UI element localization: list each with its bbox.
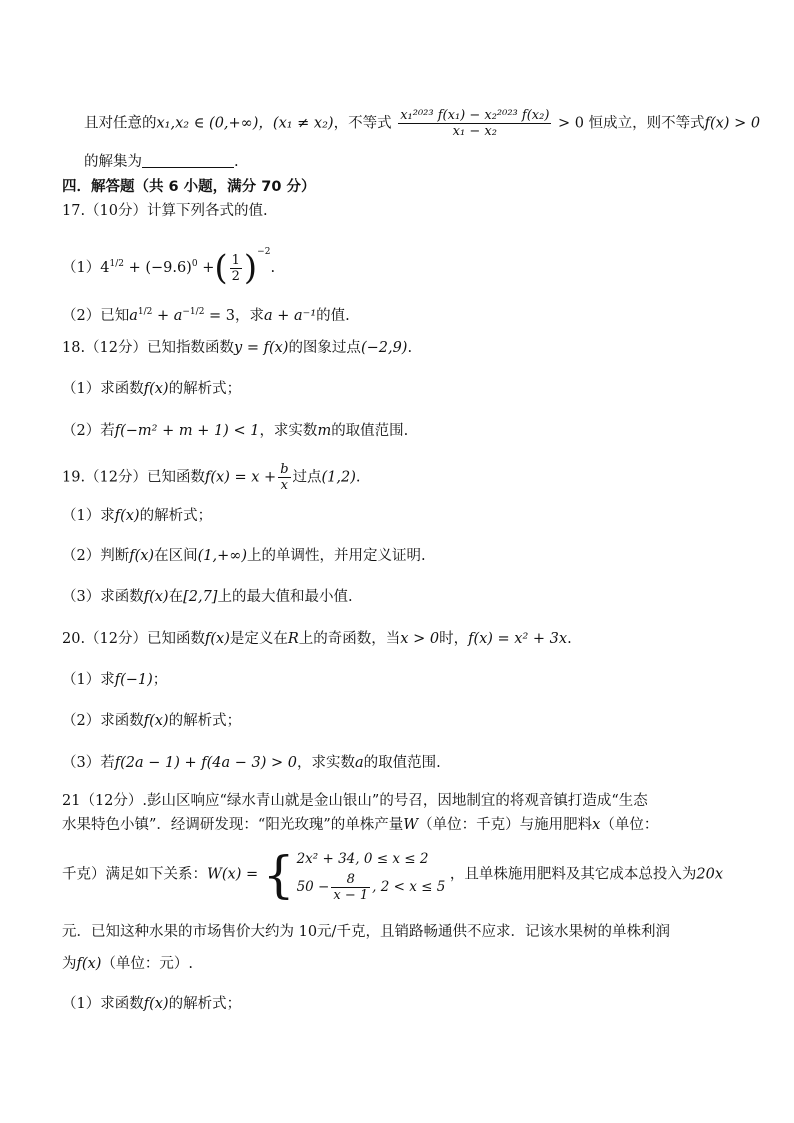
q20-part1 (62, 670, 167, 690)
q21-case2-den: x − 1 (333, 888, 369, 903)
q18-stem (62, 338, 412, 358)
q16-condition-line (84, 108, 760, 139)
q17-p1-end: . (270, 260, 276, 276)
q18-p2-pre: （2）若 (62, 423, 115, 439)
q19-p3-pre: （3）求函数 (62, 589, 144, 605)
q21-W: W (403, 817, 419, 833)
q21-line1: 21（12分）.彭山区响应“绿水青山就是金山银山”的号召，因地制宜的将观音镇打造成“生态 (62, 793, 648, 809)
q16-answer-blank (142, 153, 234, 168)
q21-p1-pre: （1）求函数 (62, 996, 144, 1012)
q17-p1-exp-b: 0 (191, 259, 198, 270)
q17-p2-exp2: −1/2 (182, 307, 205, 317)
q17-part1 (62, 242, 276, 288)
q17-p1-exp-c: −2 (257, 247, 271, 257)
q20-p1-expr: f(−1) (114, 672, 153, 688)
q17-p2-end: 的值. (316, 307, 350, 324)
q18-p2-mid: ，求实数 (259, 423, 318, 439)
q20-stem (62, 629, 572, 649)
q17-p1-label: （1） (62, 260, 101, 276)
q21-cases (297, 846, 446, 903)
q16-answer-label: 的解集为 (84, 154, 142, 170)
q18-p2-ineq: f(−m² + m + 1) < 1 (114, 423, 260, 439)
q19-fn: f(x) = x + (205, 469, 277, 486)
q20-part3 (62, 753, 441, 773)
q20-R: R (287, 631, 299, 647)
q18-p1-pre: （1）求函数 (62, 381, 144, 397)
q19-p1-end: 的解析式； (139, 508, 213, 524)
q18-stem-mid: 的图象过点 (288, 340, 361, 356)
q19-stem-pre: 19.（12分）已知函数 (62, 469, 206, 486)
q20-p2-end: 的解析式； (168, 713, 242, 729)
q17-p2-target: a + a⁻¹ (264, 307, 317, 324)
q17-p1-fraction (230, 253, 242, 284)
q17-left-paren: ( (214, 248, 228, 288)
q19-stem-end: . (355, 469, 361, 486)
q17-p2-exp1: 1/2 (137, 307, 153, 317)
q19-p2-interval: (1,+∞) (197, 548, 247, 564)
q20-p3-end: 的取值范围. (363, 755, 441, 771)
q19-point: (1,2) (321, 469, 356, 486)
q20-stem-mid: 是定义在 (229, 631, 288, 647)
q18-p1-end: 的解析式； (168, 381, 242, 397)
q19-p2-mid: 在区间 (154, 548, 198, 564)
q16-text-mid: ，不等式 (333, 115, 392, 132)
q17-p2-eq: = 3，求 (209, 307, 265, 324)
q20-stem-mid3: 时， (439, 631, 469, 647)
q16-answer-end: . (234, 154, 239, 170)
q19-frac-num: b (280, 462, 289, 477)
q18-stem-end: . (407, 340, 413, 356)
q21-case2-fraction (331, 872, 370, 903)
q21-l2-pre: 水果特色小镇”．经调研发现：“阳光玫瑰”的单株产量 (62, 817, 404, 833)
q16-vars: x₁,x₂ ∈ (0,+∞) (156, 115, 259, 132)
q21-l3-pre: 千克）满足如下关系： (62, 866, 207, 883)
q20-p3-var: a (354, 755, 364, 771)
q16-ne: ，(x₁ ≠ x₂) (258, 115, 334, 132)
q17-p1-term-b: + (−9.6) (128, 260, 192, 276)
q17-p2-mid: + a (156, 307, 183, 324)
q19-frac-den: x (280, 478, 289, 493)
q19-p3-mid: 在 (168, 589, 184, 605)
q20-stem-mid2: 上的奇函数，当 (298, 631, 401, 647)
q19-part2 (62, 546, 426, 566)
q19-p3-end: 上的最大值和最小值. (217, 589, 353, 605)
q19-part1 (62, 506, 212, 526)
q16-ineq: f(x) > 0 (704, 115, 761, 132)
q17-p2-label: （2）已知 (62, 307, 130, 324)
q17-stem: 17.（10分）计算下列各式的值. (62, 203, 268, 219)
q21-l5-fn: f(x) (76, 956, 102, 972)
q20-expr: f(x) = x² + 3x (468, 631, 568, 647)
q16-text-pre: 且对任意的 (84, 115, 157, 132)
q18-p2-end: 的取值范围. (331, 423, 409, 439)
q17-frac-den: 2 (231, 268, 240, 284)
q21-case2-b: , 2 < x ≤ 5 (372, 879, 446, 895)
q19-p2-pre: （2）判断 (62, 548, 130, 564)
q17-right-paren: ) (243, 248, 258, 288)
q20-part2 (62, 711, 241, 731)
q20-cond: x > 0 (400, 631, 440, 647)
q19-p2-fn: f(x) (129, 548, 155, 564)
q21-line3 (62, 846, 723, 903)
q18-point: (−2,9) (360, 340, 408, 356)
q16-frac-den: x₁ − x₂ (452, 124, 497, 139)
q18-fn: y = f(x) (234, 340, 289, 356)
q21-case2-num: 8 (331, 872, 370, 888)
q19-stem-mid: 过点 (292, 469, 322, 486)
q21-line4: 元．已知这种水果的市场售价大约为 10元/千克，且销路畅通供不应求．记该水果树的单株利润 (62, 924, 670, 940)
q21-cost: 20x (696, 866, 724, 883)
q21-l2-end: （单位： (600, 817, 659, 833)
q21-p1-fn: f(x) (143, 996, 169, 1012)
q19-p2-end: 上的单调性，并用定义证明. (246, 548, 426, 564)
q19-fraction (278, 462, 290, 493)
q19-part3 (62, 587, 353, 607)
q16-text-after: > 0 恒成立，则不等式 (558, 115, 705, 132)
q19-p1-pre: （1）求 (62, 508, 115, 524)
q21-brace: { (262, 845, 295, 904)
q16-answer-line (84, 152, 239, 172)
section-heading: 四．解答题（共 6 小题，满分 70 分） (62, 179, 316, 195)
q21-case2-a: 50 − (296, 879, 330, 895)
q18-p1-fn: f(x) (143, 381, 169, 397)
q21-W-fn: W(x) = (207, 866, 259, 883)
q18-p2-var: m (317, 423, 332, 439)
q20-p3-ineq: f(2a − 1) + f(4a − 3) > 0 (114, 755, 297, 771)
q21-part1 (62, 994, 241, 1014)
q21-l2-mid: （单位：千克）与施用肥料 (418, 817, 593, 833)
q20-p2-fn: f(x) (143, 713, 169, 729)
q19-stem (62, 462, 361, 493)
q17-part2 (62, 302, 350, 326)
q19-p3-fn: f(x) (143, 589, 169, 605)
q21-case2 (297, 872, 446, 903)
q20-stem-pre: 20.（12分）已知函数 (62, 631, 206, 647)
q20-p3-mid: ，求实数 (296, 755, 355, 771)
q21-case1: 2x² + 34, 0 ≤ x ≤ 2 (296, 851, 429, 867)
q20-fn: f(x) (205, 631, 230, 647)
q17-p2-a: a (129, 307, 138, 324)
q21-line2 (62, 815, 658, 835)
q21-line5 (62, 954, 193, 974)
q20-p3-pre: （3）若 (62, 755, 115, 771)
q21-l5-end: （单位：元）. (101, 956, 193, 972)
q20-p1-pre: （1）求 (62, 672, 115, 688)
q17-p1-exp-a: 1/2 (109, 259, 124, 270)
q16-fraction (398, 108, 551, 139)
q17-p1-base: 4 (100, 260, 110, 276)
q20-p2-pre: （2）求函数 (62, 713, 144, 729)
q21-l5-pre: 为 (62, 956, 77, 972)
q20-stem-end: . (567, 631, 572, 647)
q18-stem-pre: 18.（12分）已知指数函数 (62, 340, 235, 356)
q18-part2 (62, 421, 408, 441)
q19-p1-fn: f(x) (114, 508, 140, 524)
q18-part1 (62, 379, 241, 399)
q19-p3-interval: [2,7] (183, 589, 218, 605)
q21-x: x (592, 817, 601, 833)
q16-frac-num: x₁²⁰²³ f(x₁) − x₂²⁰²³ f(x₂) (400, 108, 550, 123)
q17-p1-plus: + (202, 260, 215, 276)
q21-l3-post: ，且单株施用肥料及其它成本总投入为 (449, 866, 697, 883)
q21-p1-end: 的解析式； (168, 996, 242, 1012)
q17-frac-num: 1 (231, 252, 240, 268)
q20-p1-end: ； (152, 672, 168, 688)
